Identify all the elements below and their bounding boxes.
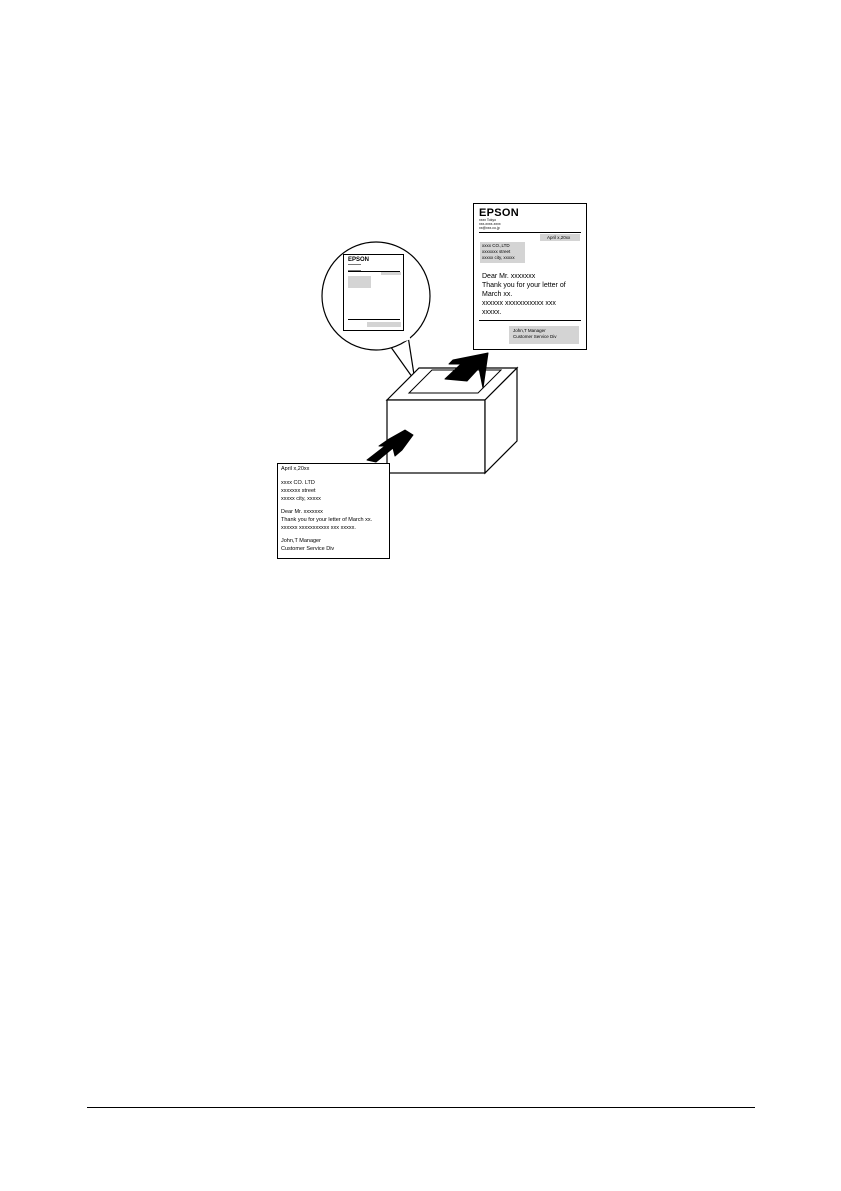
input-signer: John,T Manager xyxy=(281,538,321,544)
input-letter xyxy=(277,463,390,559)
output-logo: EPSON xyxy=(479,207,520,219)
input-salutation: Dear Mr. xxxxxxx xyxy=(281,509,323,515)
output-body-line3: xxxxxx xxxxxxxxxxx xxx xyxy=(482,300,556,307)
output-street: xxxxxxx street xyxy=(482,249,511,254)
output-company: xxxx CO.,LTD xyxy=(482,243,510,248)
output-header-line2: xxx-xxxx-xxxx xyxy=(479,222,501,226)
form-preview-logo: EPSON xyxy=(348,257,370,263)
printer-box xyxy=(387,368,517,473)
input-date: April x,20xx xyxy=(281,466,310,472)
output-rule-top xyxy=(479,232,581,233)
output-body-line2: March xx. xyxy=(482,291,513,298)
output-salutation: Dear Mr. xxxxxxx xyxy=(482,273,536,280)
output-body-line4: xxxxx. xyxy=(482,309,502,316)
output-header-line3: xx@xxx.co.jp xyxy=(479,226,500,230)
input-body-line1: Thank you for your letter of March xx. xyxy=(281,517,373,523)
input-company: xxxx CO. LTD xyxy=(281,480,315,486)
input-city: xxxxx city, xxxxx xyxy=(281,496,321,502)
output-body-line1: Thank you for your letter of xyxy=(482,282,566,289)
output-rule-bottom xyxy=(479,320,581,321)
footer-rule xyxy=(87,1107,755,1108)
input-street: xxxxxxx street xyxy=(281,488,316,494)
form-overlay-preview xyxy=(343,254,404,331)
form-preview-signature-box xyxy=(367,322,401,327)
form-preview-header-lines xyxy=(348,264,361,271)
form-preview-rule-bottom xyxy=(348,319,400,320)
form-preview-date-box xyxy=(381,272,401,275)
output-signer: John,T Manager xyxy=(513,328,546,333)
output-division: Customer Service Div xyxy=(513,334,557,339)
output-letter xyxy=(473,203,587,350)
form-preview-address-box xyxy=(348,276,371,288)
output-header-line1: xxxx Tokyo xyxy=(479,218,497,222)
output-date: April x,20xx xyxy=(547,234,571,240)
output-city: xxxxx city, xxxxx xyxy=(482,255,515,260)
input-body-line2: xxxxxx xxxxxxxxxxx xxx xxxxx. xyxy=(281,525,356,531)
input-division: Customer Service Div xyxy=(281,546,335,552)
